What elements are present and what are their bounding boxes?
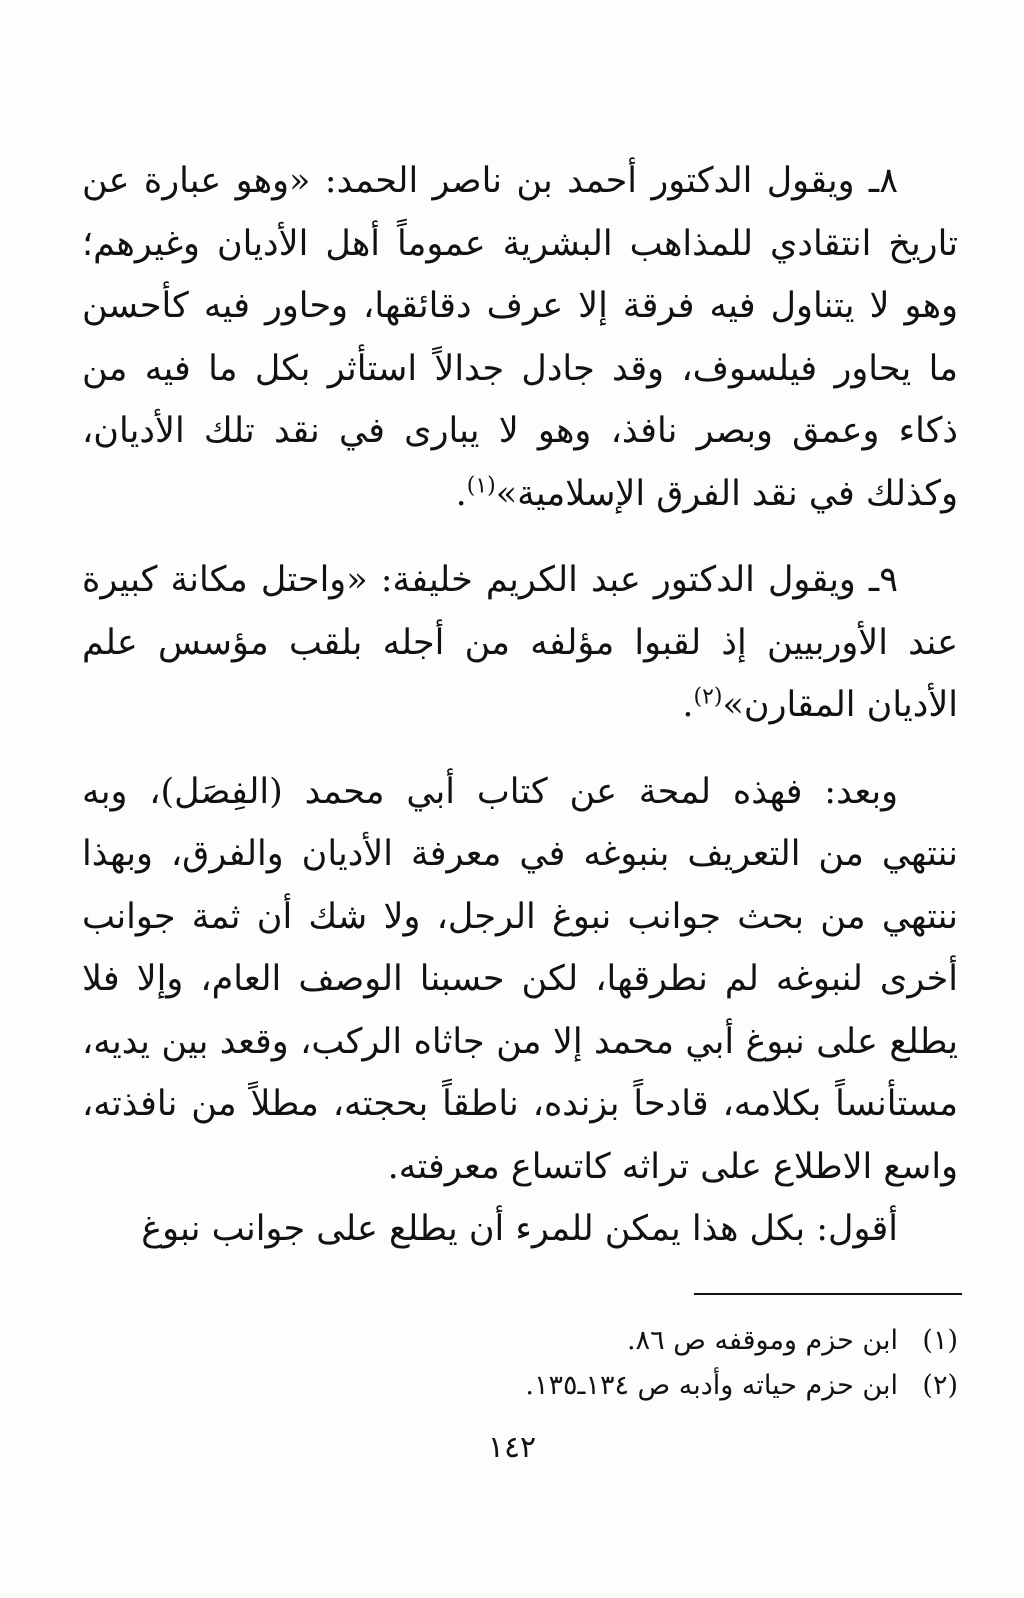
- paragraph-conclusion: [82, 761, 958, 1199]
- footnote-separator: [694, 1293, 962, 1295]
- footnote-reference: (١): [466, 472, 496, 498]
- footnote-item: [82, 1318, 958, 1363]
- footnote-text: ابن حزم وموقفه ص ٨٦.: [627, 1325, 898, 1356]
- page-number: ١٤٢: [487, 1430, 537, 1465]
- footnote-text: ابن حزم حياته وأدبه ص ١٣٤ـ١٣٥.: [525, 1370, 898, 1401]
- paragraph-text: وبعد: فهذه لمحة عن كتاب أبي محمد (الفِصَل)، وبه ننتهي من التعريف بنبوغه في معرفة الأديان والفرق، وبهذا ننتهي من بحث جوانب نبوغ الرجل، ولا شك أن ثمة جوانب أخرى لنبوغه لم نطرقها، لكن حسبنا الوصف العام، وإلا فلا يطلع على نبوغ أبي محمد إلا من جاثاه الركب، وقعد بين يديه، مستأنساً بكلامه، قادحاً بزنده، ناطقاً بحجته، مطلاً من نافذته، واسع الاطلاع على تراثه كاتساع معرفته.: [82, 771, 958, 1187]
- paragraph-text: أقول: بكل هذا يمكن للمرء أن يطلع على جوانب نبوغ: [141, 1209, 898, 1249]
- footnote-number: (٢): [922, 1370, 958, 1401]
- footnotes: [82, 1318, 958, 1408]
- paragraph-continuation: [82, 1198, 958, 1261]
- paragraph-tail: .: [682, 685, 694, 725]
- paragraph-tail: .: [455, 473, 467, 514]
- body-text: [82, 150, 958, 1261]
- paragraph-text: ٩ـ ويقول الدكتور عبد الكريم خليفة: «واحتل مكانة كبيرة عند الأوربيين إذ لقبوا مؤلفه من أجله بلقب مؤسس علم الأديان المقارن»: [82, 560, 958, 725]
- paragraph-quote-8: [82, 150, 958, 525]
- footnote-number: (١): [922, 1325, 958, 1356]
- footnote-reference: (٢): [693, 684, 723, 710]
- paragraph-text: ٨ـ ويقول الدكتور أحمد بن ناصر الحمد: «وهو عبارة عن تاريخ انتقادي للمذاهب البشرية عموماً أهل الأديان وغيرهم؛ وهو لا يتناول فيه فرقة إلا عرف دقائقها، وحاور فيه كأحسن ما يحاور فيلسوف، وقد جادل جدالاً استأثر بكل ما فيه من ذكاء وعمق وبصر نافذ، وهو لا يبارى في نقد تلك الأديان، وكذلك في نقد الفرق الإسلامية»: [82, 161, 958, 514]
- footnote-item: [82, 1363, 958, 1408]
- paragraph-quote-9: [82, 549, 958, 737]
